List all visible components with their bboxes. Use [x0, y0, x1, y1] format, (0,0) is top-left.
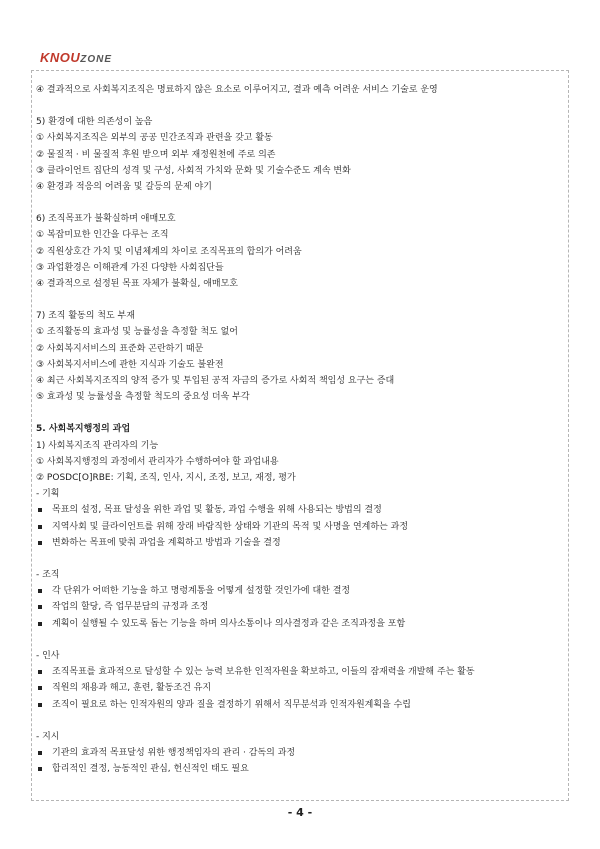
text-line: ④ 환경과 적응의 어려움 및 갈등의 문제 야기 [36, 182, 212, 193]
text-line: - 기획 [36, 489, 60, 500]
square-bullet-icon [38, 751, 42, 755]
text-line: 6) 조직목표가 불확실하며 애매모호 [36, 214, 176, 225]
bullet-item [36, 519, 564, 535]
blank-line [36, 195, 564, 211]
bullet-item [36, 761, 564, 777]
square-bullet-icon [38, 670, 42, 674]
text-line: - 지시 [36, 731, 60, 742]
page-body [36, 82, 564, 777]
blank-line [36, 98, 564, 114]
text-line: ① 조직활동의 효과성 및 능률성을 측정할 척도 없어 [36, 327, 238, 338]
text-line: ① 사회복지조직은 외부의 공공 민간조직과 관련을 갖고 활동 [36, 133, 273, 144]
bullet-text: 조직이 필요로 하는 인적자원의 양과 질을 결정하기 위해서 직무분석과 인적자원계획을 수립 [52, 699, 411, 710]
bullet-text: 합리적인 결정, 능동적인 관심, 헌신적인 태도 필요 [52, 764, 249, 775]
text-line: ③ 클라이언트 집단의 성격 및 구성, 사회적 가치와 문화 및 기술수준도 계속 변화 [36, 165, 351, 176]
text-line: ③ 과업환경은 이해관계 가진 다양한 사회집단들 [36, 262, 224, 273]
page-number: - 4 - [287, 806, 313, 819]
bullet-text: 변화하는 목표에 맞춰 과업을 계획하고 방법과 기술을 결정 [52, 537, 281, 548]
bullet-item [36, 502, 564, 518]
bullet-text: 계획이 실행될 수 있도록 돕는 기능을 하며 의사소통이나 의사결정과 같은 조직과정을 포함 [52, 618, 406, 629]
square-bullet-icon [38, 703, 42, 707]
text-line: 1) 사회복지조직 관리자의 기능 [36, 440, 159, 451]
text-line: ④ 결과적으로 설정된 목표 자체가 불확실, 애매모호 [36, 279, 238, 290]
text-line: ④ 결과적으로 사회복지조직은 명료하지 않은 요소로 이루어지고, 결과 예측 어려운 서비스 기술로 운영 [36, 85, 438, 95]
square-bullet-icon [38, 541, 42, 545]
bullet-text: 각 단위가 어떠한 기능을 하고 명령계통을 어떻게 설정할 것인가에 대한 결정 [52, 586, 351, 597]
text-line: ① 복잡미묘한 인간을 다루는 조직 [36, 230, 169, 241]
bullet-text: 직원의 채용과 해고, 훈련, 활동조건 유지 [52, 683, 212, 694]
bullet-item [36, 583, 564, 599]
bullet-text: 작업의 할당, 즉 업무분담의 규정과 조정 [52, 602, 209, 613]
text-line: ③ 사회복지서비스에 관한 지식과 기술도 불완전 [36, 359, 224, 370]
knouzone-logo [40, 50, 112, 65]
bullet-item [36, 664, 564, 680]
blank-line [36, 632, 564, 648]
bullet-item [36, 535, 564, 551]
bullet-text: 지역사회 및 클라이언트를 위해 장래 바람직한 상태와 기관의 목적 및 사명을 연계하는 과정 [52, 521, 409, 532]
text-line: ① 사회복지행정의 과정에서 관리자가 수행하여야 할 과업내용 [36, 456, 279, 467]
square-bullet-icon [38, 686, 42, 690]
text-line: ② POSDC[O]RBE: 기획, 조직, 인사, 지시, 조정, 보고, 재정, 평가 [36, 473, 296, 484]
logo-sub: ZONE [80, 54, 113, 65]
square-bullet-icon [38, 589, 42, 593]
text-line: - 인사 [36, 650, 60, 661]
square-bullet-icon [38, 525, 42, 529]
logo-main: KNOU [40, 50, 81, 65]
text-line: ② 직원상호간 가치 및 이념체계의 차이로 조직목표의 합의가 어려움 [36, 246, 302, 257]
square-bullet-icon [38, 622, 42, 626]
square-bullet-icon [38, 605, 42, 609]
square-bullet-icon [38, 508, 42, 512]
bullet-text: 기관의 효과적 목표달성 위한 행정책임자의 관리 · 감독의 과정 [52, 747, 296, 758]
bullet-item [36, 697, 564, 713]
section-heading: 5. 사회복지행정의 과업 [36, 424, 131, 435]
square-bullet-icon [38, 767, 42, 771]
bullet-text: 목표의 설정, 목표 달성을 위한 과업 및 활동, 과업 수행을 위해 사용되는 방법의 결정 [52, 505, 382, 516]
bullet-text: 조직목표를 효과적으로 달성할 수 있는 능력 보유한 인적자원을 확보하고, 이들의 잠재력을 개발해 주는 활동 [52, 667, 475, 678]
blank-line [36, 713, 564, 729]
bullet-item [36, 616, 564, 632]
text-line: ⑤ 효과성 및 능률성을 측정할 척도의 중요성 더욱 부각 [36, 392, 250, 403]
text-line: ④ 최근 사회복지조직의 양적 증가 및 투입된 공적 자금의 증가로 사회적 책임성 요구는 증대 [36, 376, 395, 387]
bullet-item [36, 599, 564, 615]
bullet-item [36, 745, 564, 761]
text-line: 5) 환경에 대한 의존성이 높음 [36, 117, 153, 128]
text-line: 7) 조직 활동의 척도 부재 [36, 311, 135, 322]
blank-line [36, 405, 564, 421]
blank-line [36, 551, 564, 567]
bullet-item [36, 680, 564, 696]
text-line: - 조직 [36, 570, 60, 581]
text-line: ② 물질적 · 비 물질적 후원 받으며 외부 재정원천에 주로 의존 [36, 149, 276, 160]
blank-line [36, 292, 564, 308]
text-line: ② 사회복지서비스의 표준화 곤란하기 때문 [36, 343, 204, 354]
